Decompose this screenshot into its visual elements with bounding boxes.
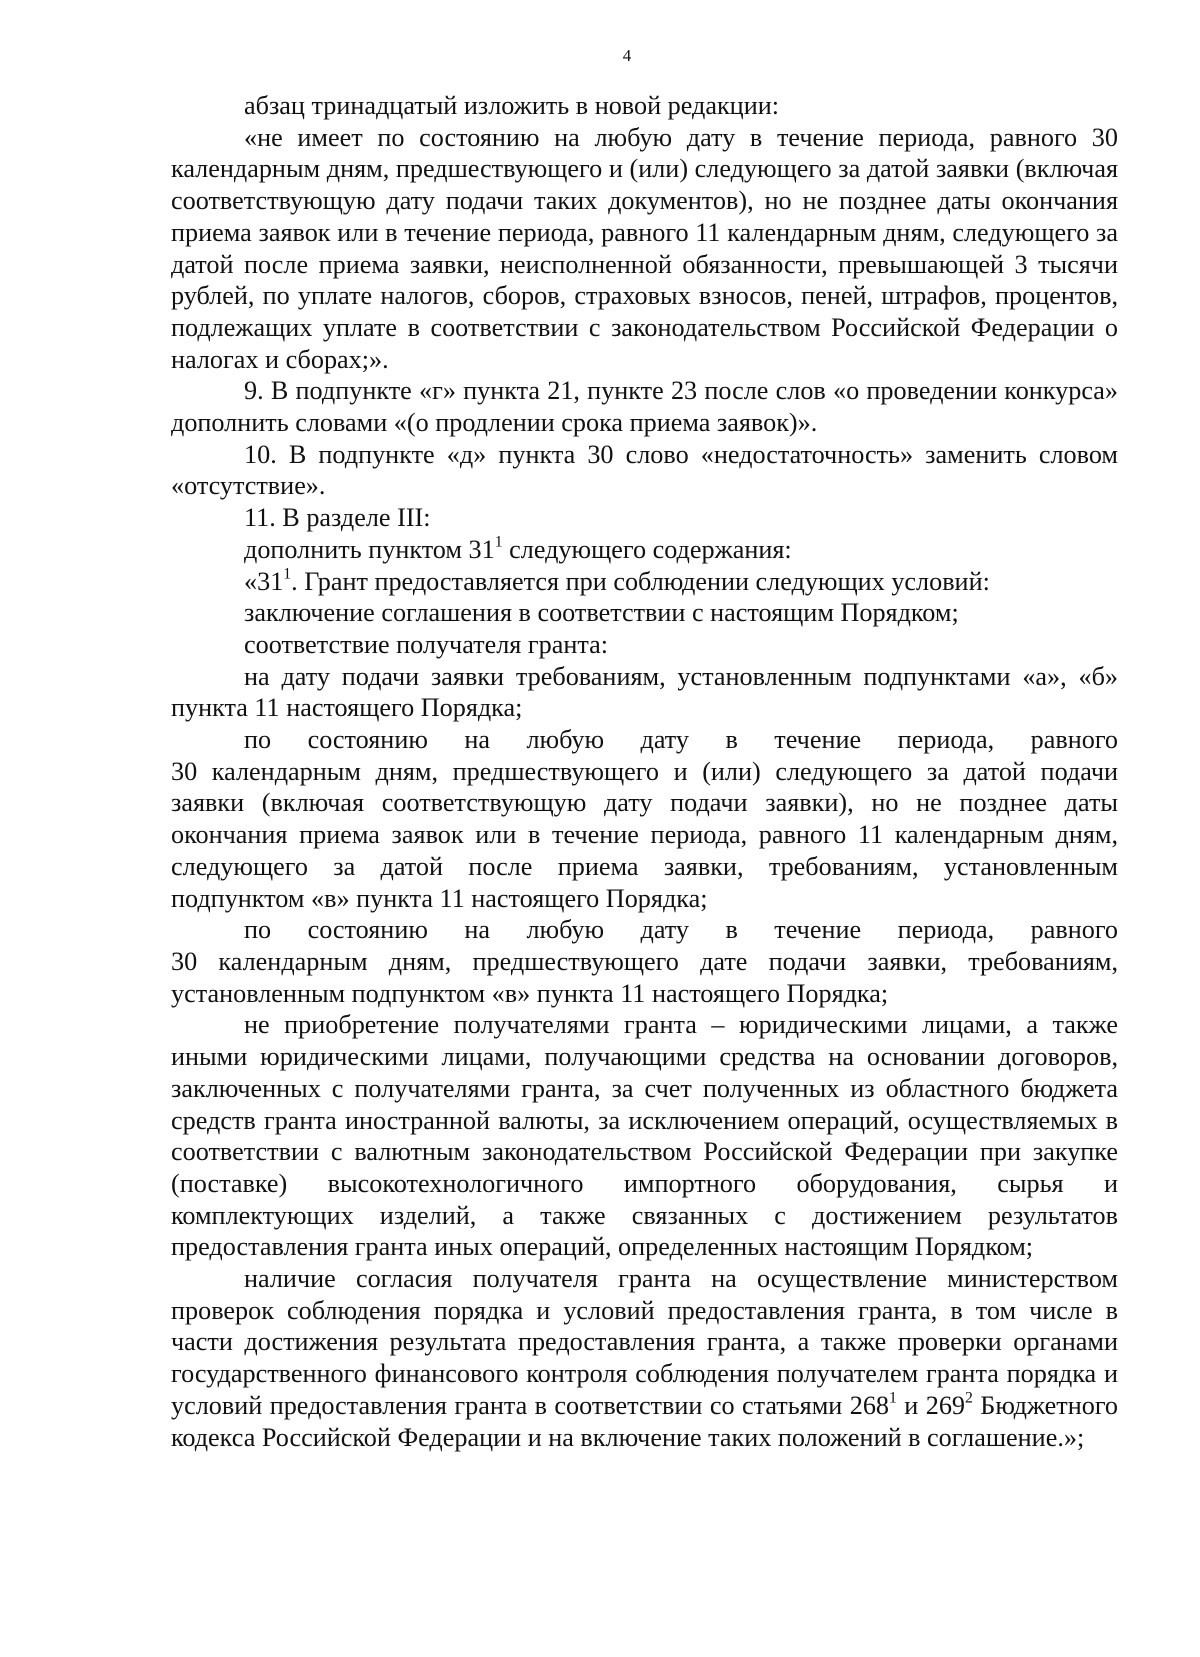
paragraph: 11. В разделе III: [244,503,431,533]
paragraph: «не имеет по состоянию на любую дату в течение периода, равного 30 календарным дням, предшествующего и (или) следующего за датой заявки (включая соответствующую дату подачи таких документов), но не позднее даты окончания приема заявок или в течение периода, равного 11 календарным дням, следующего за датой после приема заявки, неисполненной обязанности, превышающей 3 тысячи рублей, по уплате налогов, сборов, страховых взносов, пеней, штрафов, процентов, подлежащих уплате в соответствии с законодательством Российской Федерации о налогах и сборах;». [171,122,1118,374]
paragraph [171,1263,1118,1453]
text-segment: и 269 [896,1390,966,1420]
paragraph: не приобретение получателями гранта – юридическими лицами, а также иными юридическими лицами, получающими средства на основании договоров, заключенных с получателями гранта, за счет полученных из областного бюджета средств гранта иностранной валюты, за исключением операций, осуществляемых в соответствии с валютным законодательством Российской Федерации при закупке (поставке) высокотехнологичного импортного оборудования, сырья и комплектующих изделий, а также связанных с достижением результатов предоставления гранта иных операций, определенных настоящим Порядком; [171,1010,1118,1262]
paragraph: абзац тринадцатый изложить в новой редакции: [244,91,780,120]
superscript: 1 [283,565,292,583]
paragraph [171,534,1118,566]
paragraph: соответствие получателя гранта: [244,629,609,659]
paragraph-group [171,724,1118,914]
document-body [171,90,1118,1453]
paragraph: 30 календарным дням, предшествующего дате подачи заявки, требованиям, установленным подпунктом «в» пункта 11 настоящего Порядка; [171,946,1118,1008]
paragraph-first-line: по состоянию на любую дату в течение периода, равного [244,725,1118,755]
text-segment: Бюджетного кодекса Российской Федерации и на включение таких положений в соглашение.»; [171,1390,1118,1452]
paragraph: заключение соглашения в соответствии с настоящим Порядком; [244,598,959,628]
superscript: 1 [494,533,503,551]
paragraph: 30 календарным дням, предшествующего и (или) следующего за датой подачи заявки (включая соответствующую дату подачи заявки), но не позднее даты окончания приема заявок или в течение периода, равного 11 календарным дням, следующего за датой после приема заявки, требованиям, установленным подпунктом «в» пункта 11 настоящего Порядка; [171,756,1118,913]
paragraph: 10. В подпункте «д» пункта 30 слово «недостаточность» заменить словом «отсутствие». [171,439,1118,501]
text-segment: дополнить пунктом 31 [244,534,495,564]
paragraph: на дату подачи заявки требованиям, установленным подпунктами «а», «б» пункта 11 настоящего Порядка; [171,661,1118,723]
paragraph-first-line: по состоянию на любую дату в течение периода, равного [244,915,1118,945]
page-number: 4 [622,46,632,65]
text-segment: «31 [244,566,284,596]
text-segment: следующего содержания: [502,534,792,564]
superscript: 1 [889,1389,897,1407]
paragraph [171,566,1118,598]
paragraph-group [171,914,1118,1009]
superscript: 2 [965,1389,973,1407]
paragraph: 9. В подпункте «г» пункта 21, пункте 23 после слов «о проведении конкурса» дополнить словами «(о продлении срока приема заявок)». [171,376,1118,438]
text-segment: наличие согласия получателя гранта на осуществление министерством проверок соблюдения порядка и условий предоставления гранта, в том числе в части достижения результата предоставления гранта, а также проверки органами государственного финансового контроля соблюдения получателем гранта порядка и условий предоставления гранта в соответствии со статьями 268 [171,1264,1118,1420]
text-segment: . Грант предоставляется при соблюдении следующих условий: [291,566,990,596]
